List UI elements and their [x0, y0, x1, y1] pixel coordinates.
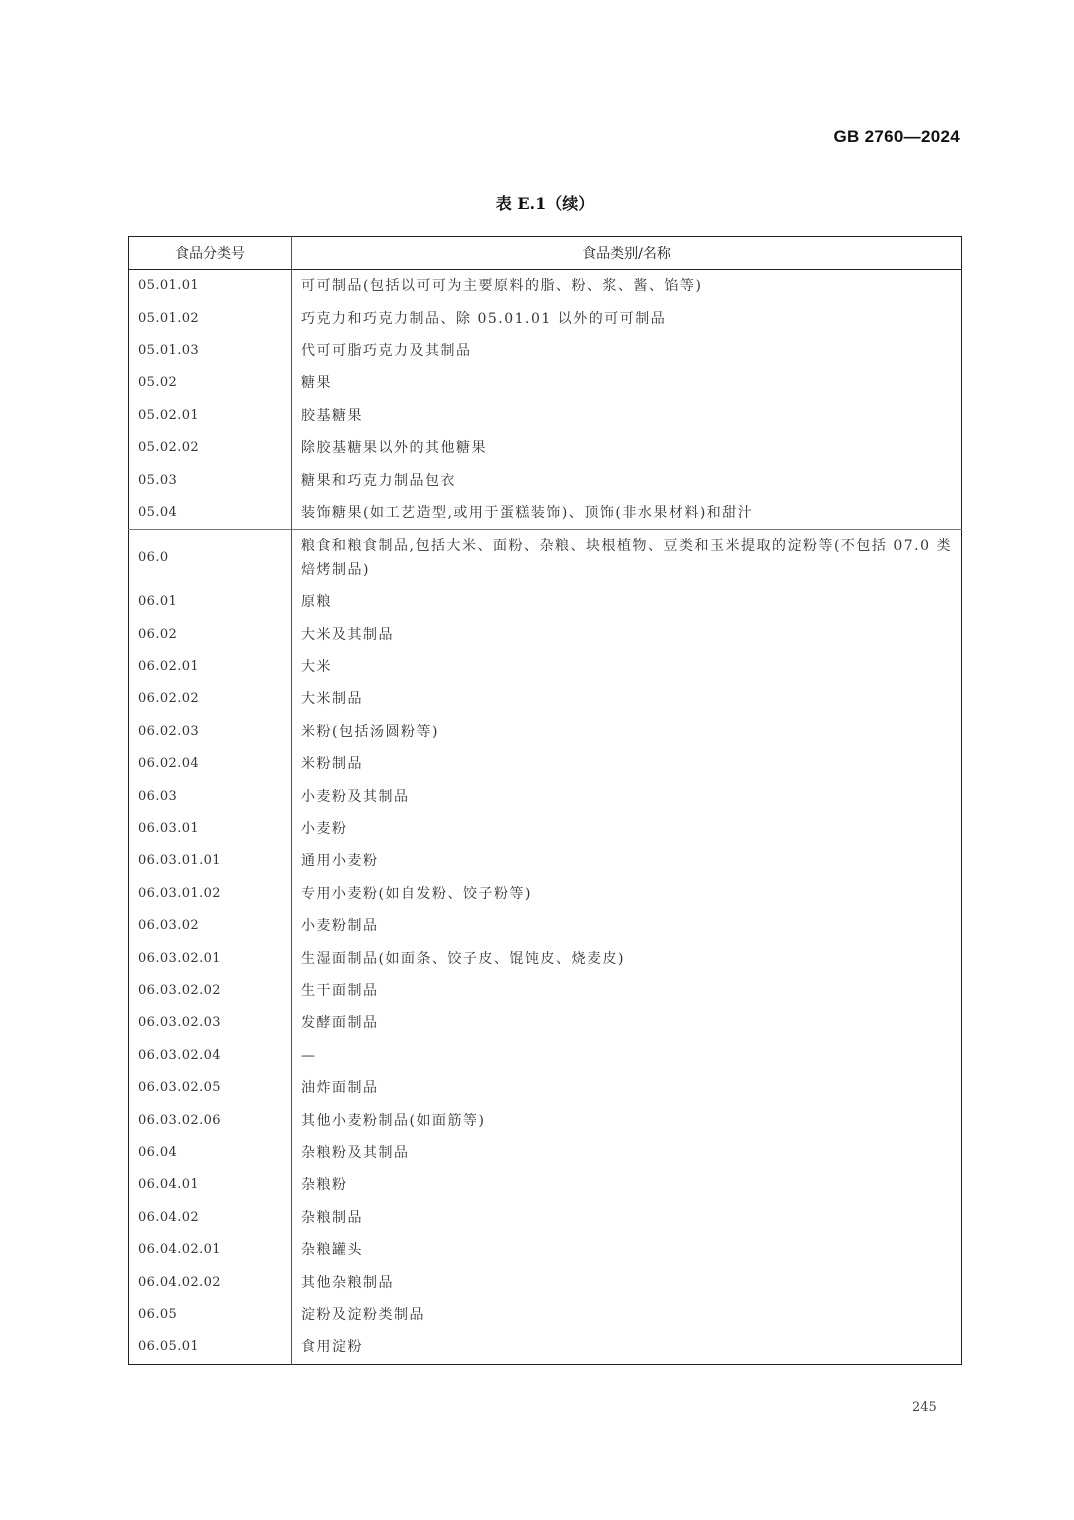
- table-row: [129, 716, 962, 748]
- row-code: 05.04: [129, 497, 292, 530]
- row-name: 油炸面制品: [301, 1080, 379, 1097]
- table-row: [129, 1072, 962, 1104]
- row-name: 其他杂粮制品: [301, 1274, 394, 1291]
- food-category-table-container: [128, 236, 961, 1365]
- row-code: 06.03.02.06: [129, 1104, 292, 1136]
- row-name: 原粮: [301, 594, 332, 611]
- row-name: 发酵面制品: [301, 1015, 379, 1032]
- table-row: [129, 910, 962, 942]
- row-name: 杂粮罐头: [301, 1242, 363, 1259]
- row-name: 除胶基糖果以外的其他糖果: [301, 440, 487, 457]
- row-name: 装饰糖果(如工艺造型,或用于蛋糕装饰)、顶饰(非水果材料)和甜汁: [301, 504, 754, 521]
- table-row: [129, 1007, 962, 1039]
- row-code: 05.02.02: [129, 432, 292, 464]
- row-name: 糖果: [301, 375, 332, 392]
- row-code: 06.02.04: [129, 748, 292, 780]
- row-code: 06.02.02: [129, 683, 292, 715]
- row-name: 胶基糖果: [301, 407, 363, 424]
- table-row: [129, 748, 962, 780]
- table-row: [129, 400, 962, 432]
- row-name: 其他小麦粉制品(如面筋等): [301, 1112, 486, 1129]
- table-row: [129, 780, 962, 812]
- row-name: 淀粉及淀粉类制品: [301, 1306, 425, 1323]
- table-row: [129, 1234, 962, 1266]
- table-header-row: [129, 237, 962, 270]
- row-code: 05.01.02: [129, 302, 292, 334]
- table-row: [129, 683, 962, 715]
- row-name: 通用小麦粉: [301, 853, 379, 870]
- row-code: 05.02: [129, 367, 292, 399]
- row-code: 06.04.02.02: [129, 1266, 292, 1298]
- row-code: 06.03.02.01: [129, 942, 292, 974]
- row-name: 专用小麦粉(如自发粉、饺子粉等): [301, 885, 532, 902]
- row-code: 06.05: [129, 1299, 292, 1331]
- row-code: 06.01: [129, 586, 292, 618]
- table-row: [129, 586, 962, 618]
- table-row: [129, 813, 962, 845]
- row-code: 05.02.01: [129, 400, 292, 432]
- row-code: 06.02.03: [129, 716, 292, 748]
- row-name: 大米及其制品: [301, 626, 394, 643]
- table-row: [129, 367, 962, 399]
- row-name: 大米制品: [301, 691, 363, 708]
- row-code: 06.05.01: [129, 1331, 292, 1364]
- row-code: 06.02: [129, 619, 292, 651]
- row-name: 粮食和粮食制品,包括大米、面粉、杂粮、块根植物、豆类和玉米提取的淀粉等(不包括 07.0 类焙烤制品): [292, 530, 962, 587]
- row-name: 杂粮粉: [301, 1177, 348, 1194]
- row-code: 06.03.01.01: [129, 845, 292, 877]
- table-row: [129, 1137, 962, 1169]
- table-row: [129, 497, 962, 530]
- table-row: [129, 651, 962, 683]
- row-code: 06.04: [129, 1137, 292, 1169]
- row-name: 巧克力和巧克力制品、除 05.01.01 以外的可可制品: [301, 310, 667, 327]
- row-name: 大米: [301, 659, 332, 676]
- table-row: [129, 302, 962, 334]
- table-title: 表 E.1（续）: [495, 194, 595, 213]
- row-name: 生湿面制品(如面条、饺子皮、馄饨皮、烧麦皮): [301, 950, 625, 967]
- row-code: 06.03.02.04: [129, 1040, 292, 1072]
- table-row: [129, 335, 962, 367]
- row-code: 06.02.01: [129, 651, 292, 683]
- table-row: [129, 942, 962, 974]
- food-category-table: [128, 236, 962, 1365]
- table-row: [129, 878, 962, 910]
- row-code: 05.01.03: [129, 335, 292, 367]
- row-name: 小麦粉制品: [301, 918, 379, 935]
- row-name: 米粉制品: [301, 756, 363, 773]
- table-row: [129, 1299, 962, 1331]
- row-name: —: [301, 1047, 317, 1064]
- row-code: 06.03.01: [129, 813, 292, 845]
- page-number: 245: [912, 1400, 937, 1415]
- table-row: [129, 270, 962, 303]
- column-header-code: 食品分类号: [129, 237, 292, 270]
- standard-code: GB 2760—2024: [833, 127, 960, 146]
- row-code: 05.03: [129, 464, 292, 496]
- row-code: 06.03.01.02: [129, 878, 292, 910]
- row-name: 杂粮粉及其制品: [301, 1144, 410, 1161]
- row-name: 生干面制品: [301, 983, 379, 999]
- table-row: [129, 845, 962, 877]
- table-row: [129, 619, 962, 651]
- row-code: 06.03: [129, 780, 292, 812]
- row-code: 06.03.02.03: [129, 1007, 292, 1039]
- row-code: 06.03.02.05: [129, 1072, 292, 1104]
- table-row: [129, 464, 962, 496]
- table-row: [129, 1331, 962, 1364]
- table-row: [129, 1266, 962, 1298]
- table-row: [129, 1104, 962, 1136]
- row-code: 06.03.02: [129, 910, 292, 942]
- row-name: 食用淀粉: [301, 1339, 363, 1356]
- row-name: 米粉(包括汤圆粉等): [301, 723, 439, 740]
- row-code: 06.03.02.02: [129, 975, 292, 1007]
- row-code: 06.04.01: [129, 1169, 292, 1201]
- row-name: 糖果和巧克力制品包衣: [301, 472, 456, 489]
- table-row: [129, 1202, 962, 1234]
- row-name: 小麦粉及其制品: [301, 788, 410, 805]
- row-code: 06.0: [129, 530, 292, 587]
- row-code: 05.01.01: [129, 270, 292, 303]
- table-row: [129, 432, 962, 464]
- table-row: [129, 1169, 962, 1201]
- table-row: [129, 1040, 962, 1072]
- row-name: 杂粮制品: [301, 1209, 363, 1226]
- row-name: 可可制品(包括以可可为主要原料的脂、粉、浆、酱、馅等): [301, 278, 703, 295]
- row-code: 06.04.02: [129, 1202, 292, 1234]
- row-name: 小麦粉: [301, 821, 348, 838]
- column-header-name: 食品类别/名称: [292, 237, 962, 270]
- table-row: [129, 975, 962, 1007]
- table-row: [129, 530, 962, 587]
- row-code: 06.04.02.01: [129, 1234, 292, 1266]
- row-name: 代可可脂巧克力及其制品: [301, 342, 472, 359]
